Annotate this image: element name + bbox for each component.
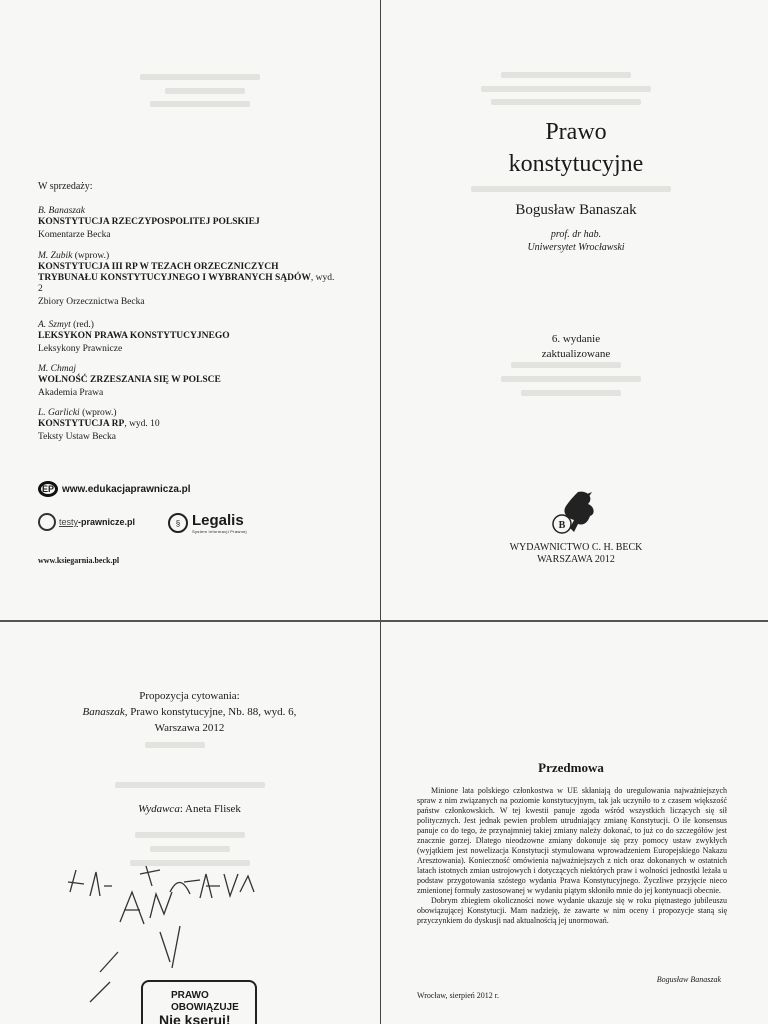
testy-url-suffix[interactable]: -prawnicze.pl (78, 517, 136, 527)
legalis-seal-icon: § (168, 513, 188, 533)
faded-text (501, 376, 641, 382)
citation-label: Propozycja cytowania: (139, 690, 240, 702)
faded-text (471, 186, 671, 192)
book-author: B. Banaszak (38, 206, 85, 216)
book-title-line2: konstytucyjne (508, 151, 644, 177)
publisher-info (471, 542, 681, 566)
legalis-name: Legalis (192, 512, 244, 529)
edition-note: zaktualizowane (541, 348, 611, 360)
legalis-logo[interactable] (168, 512, 247, 534)
book-series: Leksykony Prawnicze (38, 344, 123, 354)
faded-text (150, 101, 250, 107)
stamp-line2: OBOWIĄZUJE (171, 1002, 239, 1013)
edition-info (491, 332, 661, 362)
edition-number: 6. wydanie (551, 333, 601, 345)
preface-body (417, 786, 727, 926)
book-entry (38, 206, 338, 241)
faded-text (145, 742, 205, 748)
ep-url[interactable]: www.edukacjaprawnicza.pl (62, 483, 191, 495)
citation-rest: , Prawo konstytucyjne, Nb. 88, wyd. 6, (124, 706, 297, 718)
editor-line (62, 803, 317, 815)
book-role: (wprow.) (72, 251, 110, 261)
faded-text (481, 86, 651, 92)
book-entry (38, 320, 338, 355)
book-title: KONSTYTUCJA RZECZYPOSPOLITEJ POLSKIEJ (38, 217, 260, 227)
book-author: A. Szmyt (38, 320, 71, 330)
book-author: M. Zubik (38, 251, 73, 261)
author-name: Bogusław Banaszak (515, 202, 637, 218)
book-edition: , wyd. 10 (124, 419, 160, 429)
book-title-line1: Prawo (545, 119, 607, 145)
sales-heading: W sprzedaży: (38, 181, 93, 192)
page-bottom-right (381, 622, 768, 1024)
preface-place-date: Wrocław, sierpień 2012 r. (417, 991, 500, 1000)
preface-paragraph: Minione lata polskiego członkostwa w UE skłaniają do uregulowania najważniejszych spraw z nim związanych na poziomie konstytucyjnym, tak jak uczyniło to z czasem większość państw członkowskich. W tej kwestii panuje zgoda wśród wszystkich liczących się sił politycznych. Jest jednak pewien problem utrudniający zmianę Konstytucji. O ile konsensus panuje co do tego, że przynajmniej takiej zmiany należy dokonać, to już co do szczegółów jest znacznie gorzej. Dlatego nieodzowne zmiany dokonuje się przy pomocy ustaw zwykłych (wyjątkiem jest nowelizacja Konstytucji stymulowana wprowadzeniem Europejskiego Nakazu Aresztowania). Konieczność omówienia najważniejszych z nich oraz dokonanych w ostatnich latach istotnych zmian ustrojowych i dotyczących niektórych praw i wolności jednostki leżała u podstaw przygotowania szóstego wydania Prawa Konstytucyjnego. Życzliwe przyjęcie nieco zmienionej formuły zastosowanej w wydaniu piątym skłoniło mnie do jej kontynuacji obecnie. (417, 786, 727, 895)
citation-author: Banaszak (82, 706, 125, 718)
author-affiliation: Uniwersytet Wrocławski (527, 242, 625, 253)
faded-text (135, 832, 245, 838)
beck-griffin-logo (548, 488, 600, 538)
author-degree: prof. dr hab. (550, 229, 602, 240)
faded-text (521, 390, 621, 396)
faded-text (491, 99, 641, 105)
svg-text:B: B (558, 520, 566, 531)
testy-url-prefix[interactable]: testy (59, 517, 79, 527)
book-role: (wprow.) (79, 408, 117, 418)
book-entry (38, 408, 338, 443)
edukacja-prawnicza-logo[interactable] (38, 481, 191, 497)
faded-text (501, 72, 631, 78)
bookstore-url[interactable]: www.ksiegarnia.beck.pl (38, 556, 120, 565)
stamp-line3: Nie kserui! (159, 1012, 231, 1024)
book-series: Akademia Prawa (38, 388, 104, 398)
testy-logo-icon (38, 513, 56, 531)
ep-logo-icon: EP (38, 481, 58, 497)
citation-place: Warszawa 2012 (154, 722, 225, 734)
preface-paragraph: Dobrym zbiegiem okoliczności nowe wydanie ukazuje się w roku piętnastego jubileuszu obowiązującej Konstytucji. Mam nadzieję, że zawarte w nim oceny i propozycje staną się przyczynkiem do dyskusji nad aktualnością jej unormowań. (417, 896, 727, 925)
book-title: KONSTYTUCJA RP (38, 419, 125, 429)
copyright-stamp (141, 980, 257, 1024)
editor-name: : Aneta Flisek (179, 803, 241, 815)
stamp-line1: PRAWO (171, 990, 209, 1001)
book-title: LEKSYKON PRAWA KONSTYTUCYJNEGO (38, 331, 230, 341)
page-bottom-left (0, 622, 380, 1024)
citation-block (62, 688, 317, 736)
book-series: Komentarze Becka (38, 230, 111, 240)
page-top-right (381, 0, 768, 620)
book-role: (red.) (70, 320, 94, 330)
book-series: Zbiory Orzecznictwa Becka (38, 297, 145, 307)
legalis-subtitle: System Informacji Prawnej (192, 529, 247, 534)
faded-text (140, 74, 260, 80)
preface-heading: Przedmowa (538, 760, 604, 775)
book-entry (38, 364, 338, 399)
faded-text (165, 88, 245, 94)
book-series: Teksty Ustaw Becka (38, 432, 116, 442)
author-credentials (441, 228, 711, 254)
book-title: KONSTYTUCJA III RP W TEZACH ORZECZNICZYCH TRYBUNAŁU KONSTYTUCYJNEGO I WYBRANYCH SĄDÓW (38, 262, 311, 283)
book-edition: , wyd. 2 (38, 273, 335, 294)
book-title: WOLNOŚĆ ZRZESZANIA SIĘ W POLSCE (38, 375, 221, 385)
page-top-left (0, 0, 380, 620)
publisher-city-year: WARSZAWA 2012 (537, 554, 615, 565)
book-entry (38, 251, 338, 308)
publisher-name: WYDAWNICTWO C. H. BECK (509, 542, 643, 553)
faded-text (511, 362, 621, 368)
book-author: M. Chmaj (38, 364, 76, 374)
book-author: L. Garlicki (38, 408, 80, 418)
faded-text (115, 782, 265, 788)
editor-label: Wydawca (138, 803, 180, 815)
testy-prawnicze-logo[interactable] (38, 513, 135, 531)
preface-signature: Bogusław Banaszak (656, 975, 721, 984)
